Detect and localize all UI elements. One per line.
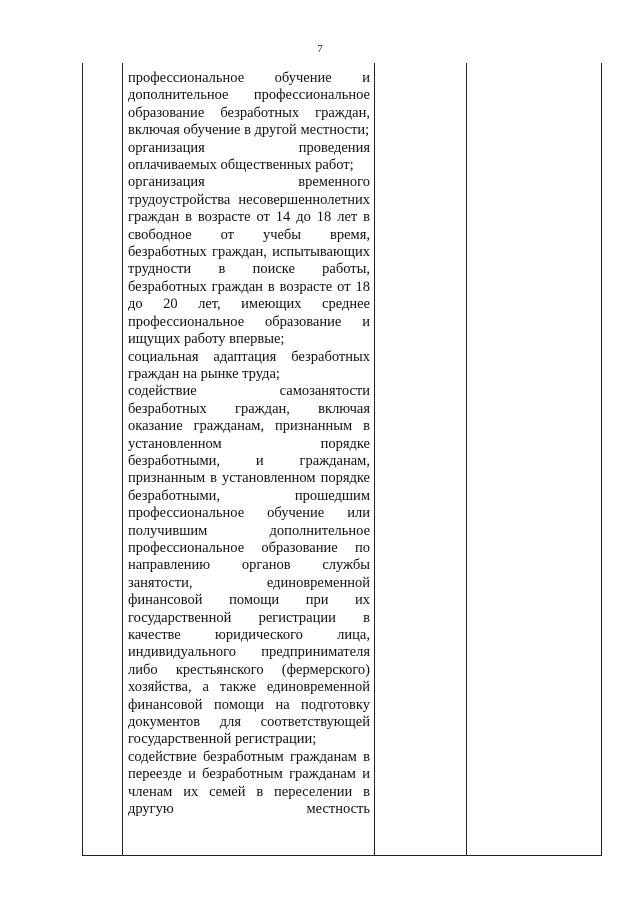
column-divider	[466, 63, 467, 855]
measure-paragraph: социальная адаптация безработных граждан на рынке труда;	[128, 348, 370, 382]
measure-paragraph: организация проведения оплачиваемых общественных работ;	[128, 139, 370, 174]
measure-paragraph: организация временного трудоустройства несовершеннолетних граждан в возрасте от 14 до 18 лет в свободное от учебы время, безработных граждан, испытывающих трудности в поиске работы, безработных граждан в возрасте от 18 до 20 лет, имеющих среднее профессиональное образование и ищущих работу впервые;	[128, 174, 370, 348]
measure-paragraph: профессиональное обучение и дополнительное профессиональное образование безработных граждан, включая обучение в другой местности;	[128, 70, 370, 139]
measure-paragraph: содействие самозанятости безработных граждан, включая оказание гражданам, признанным в установленном порядке безработными, и гражданам, признанным в установленном порядке безработными, прошедшим профессиональное обучение или получившим дополнительное профессиональное образование по направлению органов службы занятости, единовременной финансовой помощи при их государственной регистрации в качестве юридического лица, индивидуального предпринимателя либо крестьянского (фермерского) хозяйства, а также единовременной финансовой помощи на подготовку документов для соответствующей государственной регистрации;	[128, 383, 370, 748]
column-divider	[122, 63, 123, 855]
column-divider	[374, 63, 375, 855]
measures-cell	[128, 70, 370, 818]
page-number: 7	[317, 43, 323, 55]
measure-paragraph: содействие безработным гражданам в переезде и безработным гражданам и членам их семей в переселении в другую местность	[128, 748, 370, 818]
